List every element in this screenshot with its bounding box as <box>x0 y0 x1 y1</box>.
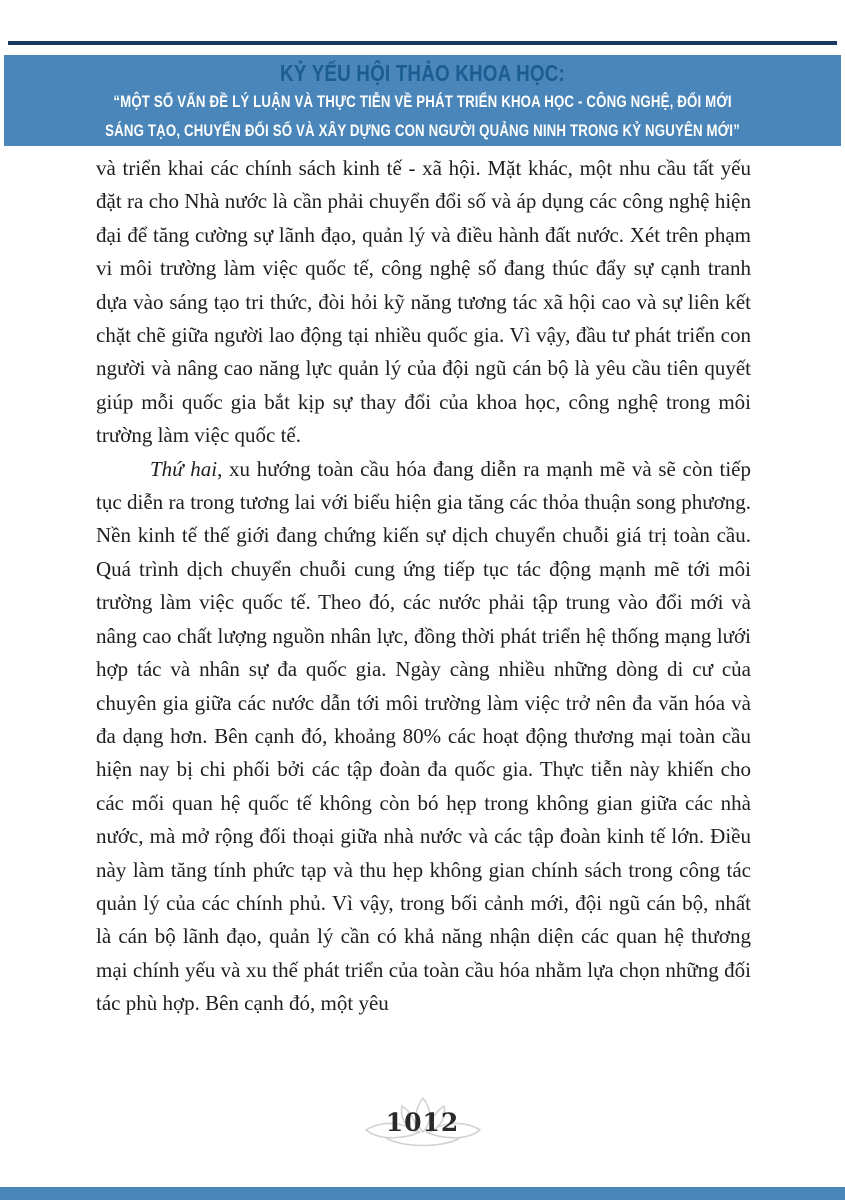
paragraph-1: và triển khai các chính sách kinh tế - xã hội. Mặt khác, một nhu cầu tất yếu đặt ra cho Nhà nước là cần phải chuyển đổi số và áp dụng các công nghệ hiện đại để tăng cường sự lãnh đạo, quản lý và điều hành đất nước. Xét trên phạm vi môi trường làm việc quốc tế, công nghệ số đang thúc đẩy sự cạnh tranh dựa vào sáng tạo tri thức, đòi hỏi kỹ năng tương tác xã hội cao và sự liên kết chặt chẽ giữa người lao động tại nhiều quốc gia. Vì vậy, đầu tư phát triển con người và nâng cao năng lực quản lý của đội ngũ cán bộ là yêu cầu tiên quyết giúp mỗi quốc gia bắt kịp sự thay đổi của khoa học, công nghệ trong môi trường làm việc quốc tế. <box>96 156 751 448</box>
page-number: 1012 <box>385 1108 460 1137</box>
conference-header <box>4 55 841 146</box>
page-footer <box>0 1094 845 1156</box>
header-top-rule <box>8 41 837 45</box>
conference-subtitle-line2: SÁNG TẠO, CHUYỂN ĐỔI SỐ VÀ XÂY DỰNG CON NGƯỜI QUẢNG NINH TRONG KỶ NGUYÊN MỚI” <box>105 121 740 140</box>
page-body <box>96 152 751 1021</box>
paragraph-2 <box>96 453 751 1021</box>
proceedings-title: KỶ YẾU HỘI THẢO KHOA HỌC: <box>280 60 565 86</box>
paragraph-lead-italic: Thứ hai, <box>150 456 223 481</box>
footer-bar <box>0 1187 845 1200</box>
conference-subtitle-line1: “MỘT SỐ VẤN ĐỀ LÝ LUẬN VÀ THỰC TIỄN VỀ PHÁT TRIỂN KHOA HỌC - CÔNG NGHỆ, ĐỔI MỚI <box>113 92 732 111</box>
paragraph-text: xu hướng toàn cầu hóa đang diễn ra mạnh mẽ và sẽ còn tiếp tục diễn ra trong tương lai với biểu hiện gia tăng các thỏa thuận song phương. Nền kinh tế thế giới đang chứng kiến sự dịch chuyển chuỗi giá trị toàn cầu. Quá trình dịch chuyển chuỗi cung ứng tiếp tục tác động mạnh mẽ tới môi trường làm việc quốc tế. Theo đó, các nước phải tập trung vào đổi mới và nâng cao chất lượng nguồn nhân lực, đồng thời phát triển hệ thống mạng lưới hợp tác và nhân sự đa quốc gia. Ngày càng nhiều những dòng di cư của chuyên gia giữa các nước dẫn tới môi trường làm việc trở nên đa văn hóa và đa dạng hơn. Bên cạnh đó, khoảng 80% các hoạt động thương mại toàn cầu hiện nay bị chi phối bởi các tập đoàn đa quốc gia. Thực tiễn này khiến cho các mối quan hệ quốc tế không còn bó hẹp trong không gian giữa các nhà nước, mà mở rộng đối thoại giữa nhà nước và các tập đoàn kinh tế lớn. Điều này làm tăng tính phức tạp và thu hẹp không gian chính sách trong công tác quản lý của các chính phủ. Vì vậy, trong bối cảnh mới, đội ngũ cán bộ, nhất là cán bộ lãnh đạo, quản lý cần có khả năng nhận diện các quan hệ thương mại chính yếu và xu thế phát triển của toàn cầu hóa nhằm lựa chọn những đối tác phù hợp. Bên cạnh đó, một yêu <box>96 456 751 1016</box>
